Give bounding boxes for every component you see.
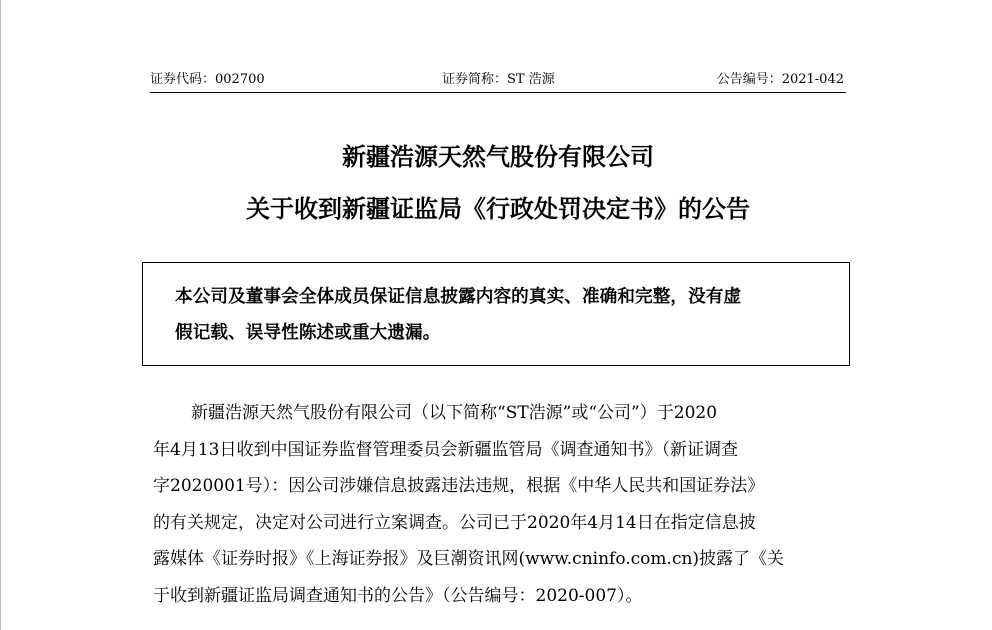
body-line-5: 露媒体《证券时报》《上海证券报》及巨潮资讯网(www.cninfo.com.cn)披露了《关 [153,549,785,570]
body-line-3: 字2020001号）：因公司涉嫌信息披露违法违规，根据《中华人民共和国证券法》 [153,476,765,497]
body-line-6: 于收到新疆证监局调查通知书的公告》（公告编号：2020-007）。 [153,585,643,606]
body-line-1: 新疆浩源天然气股份有限公司（以下简称“ST浩源”或“公司”）于2020 [191,403,718,423]
header-divider [150,92,846,93]
document-header [150,70,846,90]
body-paragraph [153,395,849,615]
disclosure-line-1: 本公司及董事会全体成员保证信息披露内容的真实、准确和完整，没有虚 [175,287,742,307]
body-line-2: 年4月13日收到中国证券监督管理委员会新疆监管局《调查通知书》（新证调查 [153,439,738,460]
announcement-number: 公告编号：2021-042 [716,72,844,87]
page-edge-rule [0,0,1,630]
announcement-title: 关于收到新疆证监局《行政处罚决定书》的公告 [246,195,750,223]
stock-name: 证券简称：ST 浩源 [442,72,555,87]
body-line-4: 的有关规定，决定对公司进行立案调查。公司已于2020年4月14日在指定信息披 [153,512,756,533]
disclosure-line-2: 假记载、误导性陈述或重大遗漏。 [175,323,441,343]
disclosure-statement-box [142,262,850,366]
company-title: 新疆浩源天然气股份有限公司 [342,143,654,171]
stock-code: 证券代码：002700 [150,72,265,87]
